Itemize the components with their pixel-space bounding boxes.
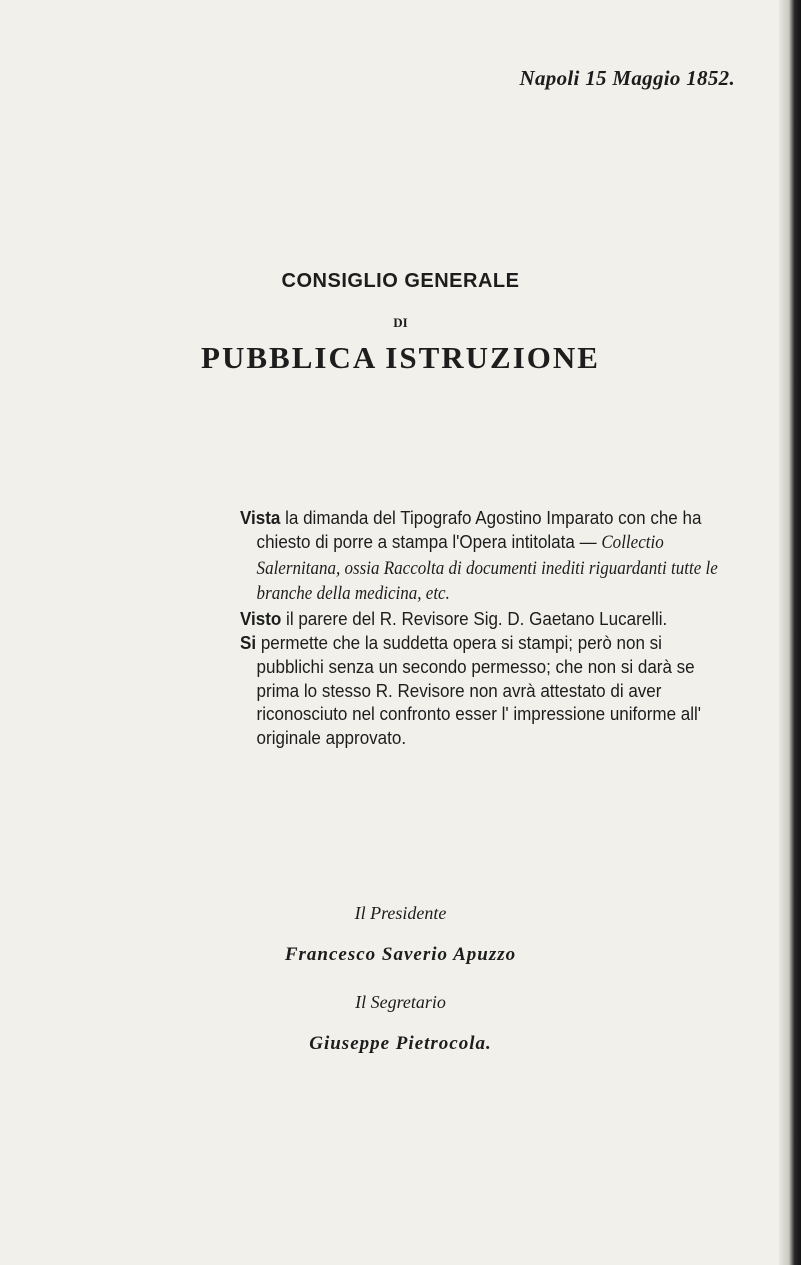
work-title: Collectio Salernitana, ossia Raccolta di documenti inediti riguardanti tutte le branche della medicina, etc. xyxy=(256,532,718,605)
president-title: Il Presidente xyxy=(354,903,447,923)
decree-body xyxy=(240,506,718,750)
dateline: Napoli 15 Maggio 1852. xyxy=(519,66,735,90)
paragraph-text: la dimanda del Tipografo Agostino Imparato con che ha chiesto di porre a stampa l'Opera intitolata — xyxy=(256,507,702,552)
title-connector: DI xyxy=(393,315,408,330)
paragraph-lead: Vista xyxy=(240,507,281,528)
paragraph-lead: Si xyxy=(240,631,257,653)
president-name: Francesco Saverio Apuzzo xyxy=(284,944,517,965)
paragraph-permission xyxy=(240,631,718,750)
secretary-title: Il Segretario xyxy=(355,992,446,1012)
paragraph-text: permette che la suddetta opera si stampi; però non si pubblichi senza un secondo permesso; che non si darà se prima lo stesso R. Revisore non avrà attestato di aver riconosciuto nel confronto esser l' impressione uniforme all' originale approvato. xyxy=(256,631,702,749)
paragraph-text: il parere del R. Revisore Sig. D. Gaetano Lucarelli. xyxy=(281,608,668,630)
secretary-name: Giuseppe Pietrocola. xyxy=(309,1033,492,1054)
paragraph-opinion xyxy=(240,607,718,631)
council-title: CONSIGLIO GENERALE xyxy=(281,270,520,292)
department-title: PUBBLICA ISTRUZIONE xyxy=(201,340,600,375)
paragraph-request xyxy=(240,506,718,607)
paragraph-lead: Visto xyxy=(240,608,282,630)
book-edge xyxy=(779,0,801,1265)
